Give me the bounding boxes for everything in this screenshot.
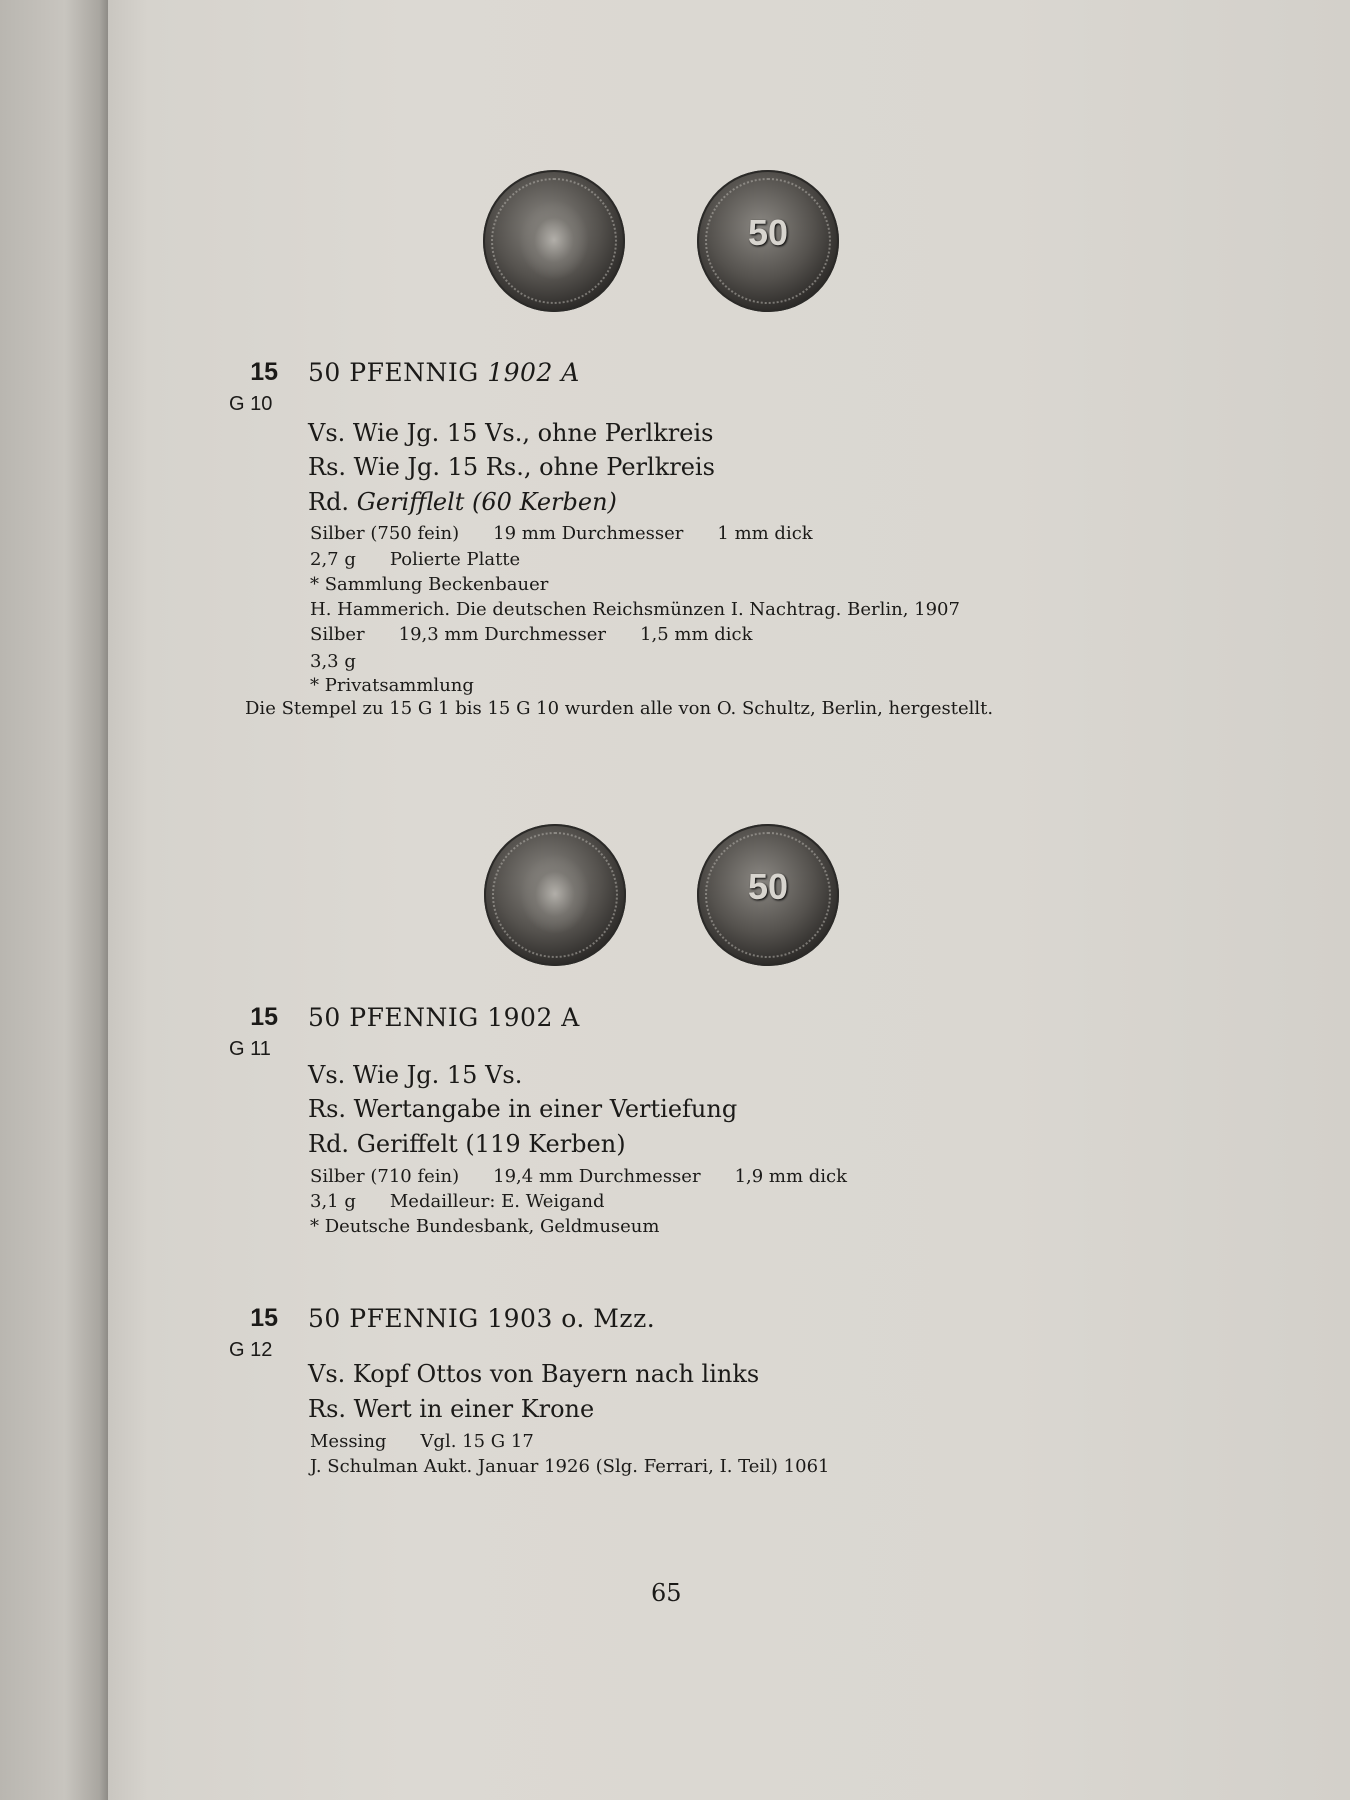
type-number: 15 <box>250 358 278 386</box>
coin-obverse-image-g11 <box>484 824 626 966</box>
catalog-code: G 11 <box>229 1038 271 1060</box>
reverse-description: Rs. Wie Jg. 15 Rs., ohne Perlkreis <box>308 453 715 481</box>
detail-line: Silber 19,3 mm Durchmesser 1,5 mm dick <box>310 624 753 645</box>
coin-reverse-image-g10: 50 <box>697 170 839 312</box>
detail-line: Messing Vgl. 15 G 17 <box>310 1431 534 1452</box>
reference-note: J. Schulman Aukt. Januar 1926 (Slg. Ferrari, I. Teil) 1061 <box>310 1456 830 1477</box>
collection-note: * Sammlung Beckenbauer <box>310 574 549 595</box>
edge-description: Rd. Gerifflelt (60 Kerben) <box>308 488 617 516</box>
type-number: 15 <box>250 1304 278 1332</box>
coin-obverse-image-g10 <box>483 170 625 312</box>
reference-note: H. Hammerich. Die deutschen Reichsmünzen I. Nachtrag. Berlin, 1907 <box>310 599 960 620</box>
facing-page-edge <box>0 0 108 1800</box>
detail-line: 3,3 g <box>310 651 356 672</box>
detail-line: 2,7 g Polierte Platte <box>310 549 521 570</box>
reverse-description: Rs. Wert in einer Krone <box>308 1395 595 1423</box>
footnote: Die Stempel zu 15 G 1 bis 15 G 10 wurden alle von O. Schultz, Berlin, hergestellt. <box>245 698 994 719</box>
coin-reverse-image-g11: 50 <box>697 824 839 966</box>
collection-note: * Deutsche Bundesbank, Geldmuseum <box>310 1216 660 1237</box>
reverse-description: Rs. Wertangabe in einer Vertiefung <box>308 1095 738 1123</box>
obverse-description: Vs. Kopf Ottos von Bayern nach links <box>308 1360 760 1388</box>
detail-line: 3,1 g Medailleur: E. Weigand <box>310 1191 605 1212</box>
collection-note: * Privatsammlung <box>310 675 474 696</box>
edge-description: Rd. Geriffelt (119 Kerben) <box>308 1130 626 1158</box>
entry-title: 50 PFENNIG 1902 A <box>308 358 580 387</box>
obverse-description: Vs. Wie Jg. 15 Vs. <box>308 1061 523 1089</box>
obverse-description: Vs. Wie Jg. 15 Vs., ohne Perlkreis <box>308 419 714 447</box>
entry-title: 50 PFENNIG 1903 o. Mzz. <box>308 1304 656 1333</box>
detail-line: Silber (710 fein) 19,4 mm Durchmesser 1,9 mm dick <box>310 1166 848 1187</box>
page-number: 65 <box>651 1579 682 1607</box>
catalog-code: G 12 <box>229 1339 273 1361</box>
type-number: 15 <box>250 1003 278 1031</box>
entry-title: 50 PFENNIG 1902 A <box>308 1003 580 1032</box>
detail-line: Silber (750 fein) 19 mm Durchmesser 1 mm dick <box>310 523 813 544</box>
catalog-code: G 10 <box>229 393 273 415</box>
